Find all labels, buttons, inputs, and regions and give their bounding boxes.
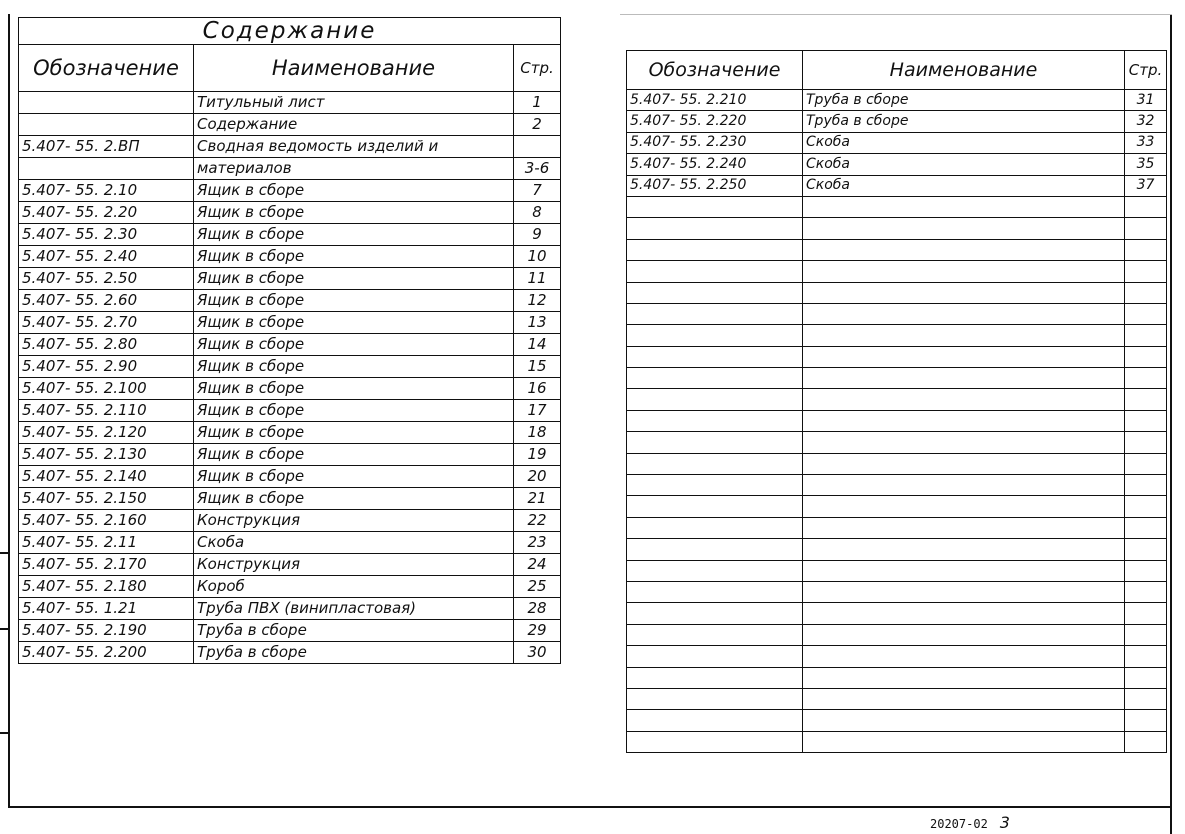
designation-cell: 5.407- 55. 2.60 — [19, 290, 194, 312]
designation-cell: 5.407- 55. 1.21 — [19, 598, 194, 620]
name-cell: Ящик в сборе — [194, 334, 514, 356]
table-row — [627, 132, 1167, 153]
designation-cell: 5.407- 55. 2.190 — [19, 620, 194, 642]
page-cell — [1125, 368, 1167, 389]
name-cell: материалов — [194, 158, 514, 180]
name-cell: Труба в сборе — [803, 90, 1125, 111]
page-cell: 14 — [514, 334, 561, 356]
page-cell: 18 — [514, 422, 561, 444]
document-code: 20207-02 — [930, 817, 988, 831]
frame-tick — [0, 732, 10, 734]
name-cell: Ящик в сборе — [194, 422, 514, 444]
name-cell: Ящик в сборе — [194, 290, 514, 312]
name-cell — [803, 517, 1125, 538]
page-cell: 15 — [514, 356, 561, 378]
name-cell: Ящик в сборе — [194, 400, 514, 422]
page-cell: 35 — [1125, 154, 1167, 175]
table-row — [19, 246, 561, 268]
designation-cell — [627, 261, 803, 282]
contents-table-right — [626, 50, 1167, 753]
designation-cell: 5.407- 55. 2.170 — [19, 554, 194, 576]
designation-cell: 5.407- 55. 2.50 — [19, 268, 194, 290]
name-cell: Труба в сборе — [194, 642, 514, 664]
table-row — [627, 453, 1167, 474]
name-cell — [803, 475, 1125, 496]
table-row — [627, 496, 1167, 517]
designation-cell: 5.407- 55. 2.ВП — [19, 136, 194, 158]
table-row — [19, 114, 561, 136]
designation-cell: 5.407- 55. 2.10 — [19, 180, 194, 202]
contents-table-left — [18, 17, 561, 664]
designation-cell — [627, 368, 803, 389]
frame-right-border — [1170, 14, 1172, 834]
page-cell: 2 — [514, 114, 561, 136]
page-cell: 28 — [514, 598, 561, 620]
table-row — [627, 154, 1167, 175]
name-cell — [803, 196, 1125, 217]
table-row — [19, 576, 561, 598]
page-cell — [1125, 710, 1167, 731]
designation-cell — [627, 731, 803, 752]
designation-cell — [19, 158, 194, 180]
page-cell: 31 — [1125, 90, 1167, 111]
table-row — [627, 517, 1167, 538]
page-cell — [1125, 389, 1167, 410]
table-row — [627, 90, 1167, 111]
table-row — [19, 400, 561, 422]
name-cell: Содержание — [194, 114, 514, 136]
table-row — [627, 646, 1167, 667]
designation-cell — [627, 196, 803, 217]
page-cell: 37 — [1125, 175, 1167, 196]
page-cell: 21 — [514, 488, 561, 510]
designation-cell — [627, 325, 803, 346]
page-cell: 30 — [514, 642, 561, 664]
designation-cell — [627, 346, 803, 367]
table-row — [627, 239, 1167, 260]
page-cell: 23 — [514, 532, 561, 554]
table-row — [627, 196, 1167, 217]
frame-bottom-border — [8, 806, 1172, 808]
table-row — [19, 554, 561, 576]
page-cell — [1125, 624, 1167, 645]
table-row — [19, 224, 561, 246]
name-cell: Труба в сборе — [803, 111, 1125, 132]
table-row — [627, 261, 1167, 282]
table-row — [627, 475, 1167, 496]
table-row — [19, 334, 561, 356]
table-row — [19, 488, 561, 510]
header-page: Стр. — [1125, 51, 1167, 90]
table-row — [627, 731, 1167, 752]
name-cell: Ящик в сборе — [194, 444, 514, 466]
table-row — [19, 510, 561, 532]
name-cell — [803, 731, 1125, 752]
designation-cell: 5.407- 55. 2.100 — [19, 378, 194, 400]
page-cell — [1125, 239, 1167, 260]
header-name: Наименование — [803, 51, 1125, 90]
designation-cell — [627, 432, 803, 453]
table-row — [19, 378, 561, 400]
table-row — [19, 620, 561, 642]
designation-cell — [627, 688, 803, 709]
table-row — [627, 111, 1167, 132]
table-row — [627, 710, 1167, 731]
page-cell: 17 — [514, 400, 561, 422]
page-cell — [1125, 410, 1167, 431]
name-cell: Короб — [194, 576, 514, 598]
name-cell — [803, 710, 1125, 731]
page-cell — [1125, 346, 1167, 367]
table-row — [627, 303, 1167, 324]
designation-cell: 5.407- 55. 2.70 — [19, 312, 194, 334]
designation-cell — [627, 410, 803, 431]
name-cell — [803, 581, 1125, 602]
designation-cell — [627, 282, 803, 303]
designation-cell — [627, 581, 803, 602]
name-cell: Ящик в сборе — [194, 268, 514, 290]
frame-tick — [0, 628, 10, 630]
name-cell — [803, 453, 1125, 474]
table-row — [627, 603, 1167, 624]
table-row — [627, 325, 1167, 346]
name-cell — [803, 560, 1125, 581]
designation-cell: 5.407- 55. 2.160 — [19, 510, 194, 532]
title-block-footer — [930, 813, 1010, 832]
table-row — [19, 136, 561, 158]
table-row — [627, 346, 1167, 367]
name-cell — [803, 496, 1125, 517]
page-cell — [1125, 688, 1167, 709]
table-row — [19, 92, 561, 114]
designation-cell: 5.407- 55. 2.130 — [19, 444, 194, 466]
designation-cell: 5.407- 55. 2.120 — [19, 422, 194, 444]
table-row — [627, 282, 1167, 303]
designation-cell — [627, 646, 803, 667]
name-cell: Скоба — [803, 175, 1125, 196]
name-cell: Титульный лист — [194, 92, 514, 114]
designation-cell: 5.407- 55. 2.140 — [19, 466, 194, 488]
name-cell: Ящик в сборе — [194, 202, 514, 224]
page-cell — [1125, 218, 1167, 239]
table-row — [19, 158, 561, 180]
page-cell — [1125, 282, 1167, 303]
name-cell: Ящик в сборе — [194, 246, 514, 268]
page-cell — [1125, 667, 1167, 688]
page-cell — [1125, 581, 1167, 602]
page-cell — [1125, 196, 1167, 217]
name-cell: Ящик в сборе — [194, 180, 514, 202]
table-row — [19, 356, 561, 378]
designation-cell — [19, 114, 194, 136]
name-cell — [803, 539, 1125, 560]
table-row — [627, 410, 1167, 431]
name-cell — [803, 432, 1125, 453]
name-cell — [803, 646, 1125, 667]
name-cell — [803, 603, 1125, 624]
contents-title: Содержание — [19, 18, 561, 45]
page-cell: 19 — [514, 444, 561, 466]
frame-tick — [0, 552, 10, 554]
designation-cell: 5.407- 55. 2.80 — [19, 334, 194, 356]
name-cell: Ящик в сборе — [194, 224, 514, 246]
designation-cell: 5.407- 55. 2.150 — [19, 488, 194, 510]
header-name: Наименование — [194, 45, 514, 92]
page-cell — [1125, 646, 1167, 667]
name-cell — [803, 282, 1125, 303]
name-cell — [803, 410, 1125, 431]
page-cell: 3-6 — [514, 158, 561, 180]
designation-cell — [627, 475, 803, 496]
table-row — [19, 444, 561, 466]
designation-cell — [19, 92, 194, 114]
designation-cell: 5.407- 55. 2.230 — [627, 132, 803, 153]
page-cell — [1125, 453, 1167, 474]
name-cell: Ящик в сборе — [194, 488, 514, 510]
table-row — [627, 432, 1167, 453]
page-cell: 7 — [514, 180, 561, 202]
page-cell — [1125, 325, 1167, 346]
left-table-body — [19, 92, 561, 664]
designation-cell — [627, 667, 803, 688]
page-cell: 8 — [514, 202, 561, 224]
page-cell — [1125, 475, 1167, 496]
table-row — [19, 532, 561, 554]
page-cell: 33 — [1125, 132, 1167, 153]
name-cell: Ящик в сборе — [194, 312, 514, 334]
designation-cell: 5.407- 55. 2.210 — [627, 90, 803, 111]
header-page: Стр. — [514, 45, 561, 92]
designation-cell: 5.407- 55. 2.90 — [19, 356, 194, 378]
right-table-body — [627, 90, 1167, 753]
table-row — [19, 312, 561, 334]
frame-left-border — [8, 14, 10, 808]
table-row — [19, 180, 561, 202]
table-row — [627, 624, 1167, 645]
table-row — [627, 581, 1167, 602]
page-cell — [1125, 303, 1167, 324]
name-cell — [803, 688, 1125, 709]
header-designation: Обозначение — [627, 51, 803, 90]
name-cell: Скоба — [803, 154, 1125, 175]
page-cell: 9 — [514, 224, 561, 246]
designation-cell: 5.407- 55. 2.220 — [627, 111, 803, 132]
name-cell: Труба в сборе — [194, 620, 514, 642]
table-row — [627, 539, 1167, 560]
page-cell: 25 — [514, 576, 561, 598]
designation-cell — [627, 496, 803, 517]
designation-cell: 5.407- 55. 2.11 — [19, 532, 194, 554]
table-row — [627, 218, 1167, 239]
designation-cell — [627, 539, 803, 560]
page-cell — [1125, 603, 1167, 624]
name-cell: Конструкция — [194, 554, 514, 576]
table-row — [627, 368, 1167, 389]
designation-cell: 5.407- 55. 2.240 — [627, 154, 803, 175]
page-cell: 13 — [514, 312, 561, 334]
table-row — [19, 422, 561, 444]
page-cell — [514, 136, 561, 158]
name-cell: Труба ПВХ (винипластовая) — [194, 598, 514, 620]
designation-cell — [627, 303, 803, 324]
table-row — [19, 202, 561, 224]
name-cell: Ящик в сборе — [194, 466, 514, 488]
page-cell — [1125, 496, 1167, 517]
name-cell: Скоба — [194, 532, 514, 554]
name-cell — [803, 303, 1125, 324]
page-cell — [1125, 432, 1167, 453]
table-row — [19, 290, 561, 312]
designation-cell: 5.407- 55. 2.250 — [627, 175, 803, 196]
name-cell — [803, 218, 1125, 239]
designation-cell — [627, 517, 803, 538]
name-cell — [803, 346, 1125, 367]
table-row — [19, 268, 561, 290]
name-cell — [803, 325, 1125, 346]
name-cell: Скоба — [803, 132, 1125, 153]
frame-top-border — [620, 14, 1172, 15]
table-row — [627, 688, 1167, 709]
designation-cell: 5.407- 55. 2.180 — [19, 576, 194, 598]
page-cell: 20 — [514, 466, 561, 488]
page-cell: 12 — [514, 290, 561, 312]
designation-cell — [627, 603, 803, 624]
name-cell — [803, 368, 1125, 389]
designation-cell — [627, 560, 803, 581]
page-cell: 1 — [514, 92, 561, 114]
designation-cell — [627, 389, 803, 410]
designation-cell — [627, 624, 803, 645]
page-cell — [1125, 560, 1167, 581]
designation-cell: 5.407- 55. 2.20 — [19, 202, 194, 224]
designation-cell — [627, 239, 803, 260]
name-cell: Конструкция — [194, 510, 514, 532]
designation-cell — [627, 710, 803, 731]
designation-cell: 5.407- 55. 2.200 — [19, 642, 194, 664]
name-cell: Ящик в сборе — [194, 378, 514, 400]
name-cell — [803, 624, 1125, 645]
name-cell: Сводная ведомость изделий и — [194, 136, 514, 158]
page-cell — [1125, 261, 1167, 282]
name-cell — [803, 667, 1125, 688]
table-row — [19, 466, 561, 488]
page-cell: 29 — [514, 620, 561, 642]
sheet-number: 3 — [999, 813, 1010, 832]
page-cell — [1125, 517, 1167, 538]
name-cell — [803, 261, 1125, 282]
page-cell: 10 — [514, 246, 561, 268]
table-row — [627, 389, 1167, 410]
page-cell — [1125, 731, 1167, 752]
table-row — [627, 667, 1167, 688]
table-row — [19, 598, 561, 620]
table-row — [627, 175, 1167, 196]
name-cell — [803, 389, 1125, 410]
table-row — [19, 642, 561, 664]
page-cell: 11 — [514, 268, 561, 290]
page-cell — [1125, 539, 1167, 560]
header-designation: Обозначение — [19, 45, 194, 92]
name-cell: Ящик в сборе — [194, 356, 514, 378]
designation-cell — [627, 453, 803, 474]
page-cell: 32 — [1125, 111, 1167, 132]
table-row — [627, 560, 1167, 581]
page-cell: 22 — [514, 510, 561, 532]
designation-cell: 5.407- 55. 2.40 — [19, 246, 194, 268]
page-cell: 24 — [514, 554, 561, 576]
designation-cell: 5.407- 55. 2.30 — [19, 224, 194, 246]
page-cell: 16 — [514, 378, 561, 400]
designation-cell — [627, 218, 803, 239]
name-cell — [803, 239, 1125, 260]
designation-cell: 5.407- 55. 2.110 — [19, 400, 194, 422]
